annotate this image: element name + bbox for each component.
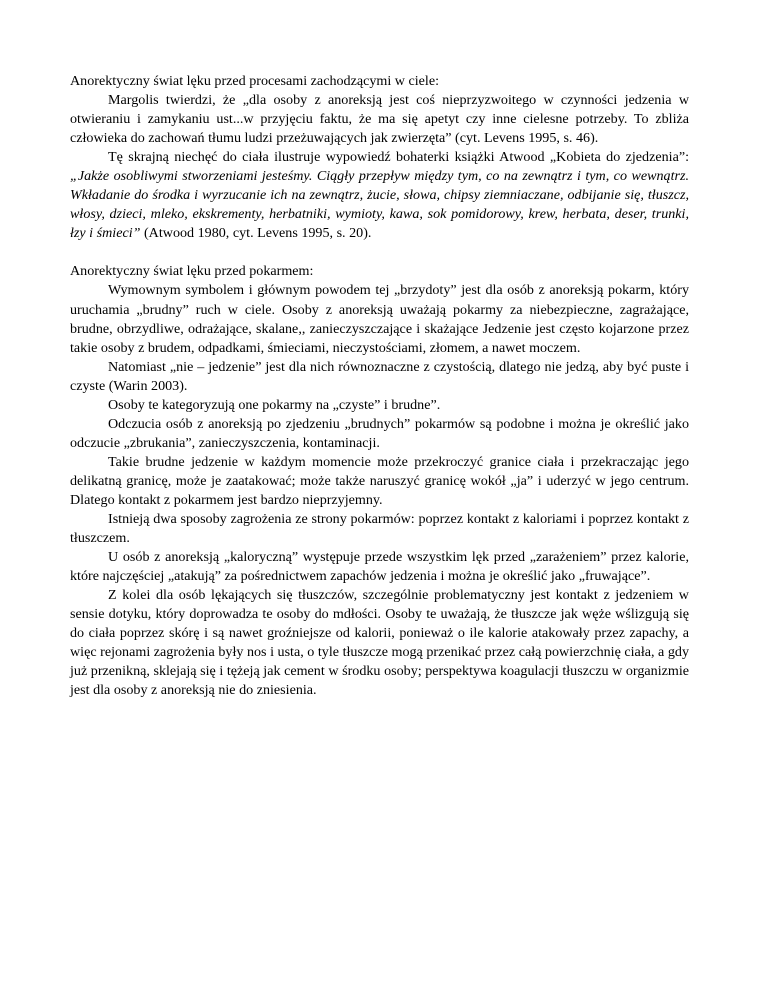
section-heading-body-processes: Anorektyczny świat lęku przed procesami zachodzącymi w ciele:: [70, 73, 440, 89]
paragraph-two-threats: Istnieją dwa sposoby zagrożenia ze strony pokarmów: poprzez kontakt z kaloriami i poprzez kontakt z tłuszczem.: [70, 511, 689, 547]
section-heading-food-fear: Anorektyczny świat lęku przed pokarmem:: [70, 263, 314, 280]
atwood-citation: (Atwood 1980, cyt. Levens 1995, s. 20).: [140, 225, 372, 242]
paragraph-categorization: Osoby te kategoryzują one pokarmy na „czyste” i brudne”.: [108, 396, 441, 413]
atwood-intro: Tę skrajną niechęć do ciała ilustruje wypowiedź bohaterki książki Atwood „Kobieta do zjedzenia”:: [108, 149, 689, 166]
paragraph-margolis: Margolis twierdzi, że „dla osoby z anoreksją jest coś nieprzyzwoitego w czynności jedzenia w otwieraniu i zamykaniu ust...w przyjęciu faktu, że ma się apetyt czy inne cielesne potrzeby. To zbliża człowieka do zachowań tłumu ludzi przeżuwających jak zwierzęta” (cyt. Levens 1995, s. 46).: [70, 92, 689, 147]
paragraph-calories: U osób z anoreksją „kaloryczną” występuje przede wszystkim lęk przed „zarażeniem” przez kalorie, które najczęściej „atakują” za pośrednictwem zapachów jedzenia i można je określić jako „fruwające”.: [70, 549, 689, 585]
paragraph-body-boundary: Takie brudne jedzenie w każdym momencie może przekroczyć granice ciała i przekraczając jego delikatną granicę, może je zaatakować; może także naruszyć granicę wokół „ja” i uderzyć w jego centrum. Dlatego kontakt z pokarmem jest bardzo nieprzyjemny.: [70, 453, 689, 508]
atwood-quote: „Jakże osobliwymi stworzeniami jesteśmy. Ciągły przepływ między tym, co na zewnątrz i tym, co wewnątrz. Wkładanie do środka i wyrzucanie ich na zewnątrz, żucie, słowa, chipsy ziemniaczane, odbijanie się, tłuszcz, włosy, dzieci, mleko, ekskrementy, herbatniki, wymioty, kawa, sok pomidorowy, krew, herbata, deser, trunki, łzy i śmieci”: [70, 168, 689, 242]
paragraph-dirty-food-feelings: Odczucia osób z anoreksją po zjedzeniu „brudnych” pokarmów są podobne i można je określić jako odczucie „zbrukania”, zanieczyszczenia, kontaminacji.: [70, 415, 689, 451]
paragraph-not-eating: Natomiast „nie – jedzenie” jest dla nich równoznaczne z czystością, dlatego nie jedzą, aby być puste i czyste (Warin 2003).: [70, 358, 689, 394]
paragraph-ugliness-symbol: Wymownym symbolem i głównym powodem tej „brzydoty” jest dla osób z anoreksją pokarm, który uruchamia „brudny” ruch w ciele. Osoby z anoreksją uważają pokarmy za niebezpieczne, zagrażające, brudne, obrzydliwe, odrażające, skalane,, zanieczyszczające i skażające Jedzenie jest często kojarzone przez takie osoby z brudem, odpadkami, śmieciami, nieczystościami, złomem, a nawet moczem.: [70, 282, 689, 356]
paragraph-atwood: [70, 148, 689, 243]
document-body: [70, 72, 689, 701]
section-spacer: [70, 243, 689, 262]
paragraph-fats: Z kolei dla osób lękających się tłuszczów, szczególnie problematyczny jest kontakt z jedzeniem w sensie dotyku, który doprowadza te osoby do mdłości. Osoby te uważają, że tłuszcze jak węże wślizgują się do ciała poprzez skórę i są nawet groźniejsze od kalorii, ponieważ o ile kalorie atakowały przez zapachy, a więc rejonami zagrożenia były nos i usta, o tyle tłuszcze mogą przenikać przez całą powierzchnię ciała, a gdy już przenikną, sklejają się i tężeją jak cement w środku osoby; perspektywa koagulacji tłuszczu w organizmie jest dla osoby z anoreksją nie do zniesienia.: [70, 587, 689, 699]
